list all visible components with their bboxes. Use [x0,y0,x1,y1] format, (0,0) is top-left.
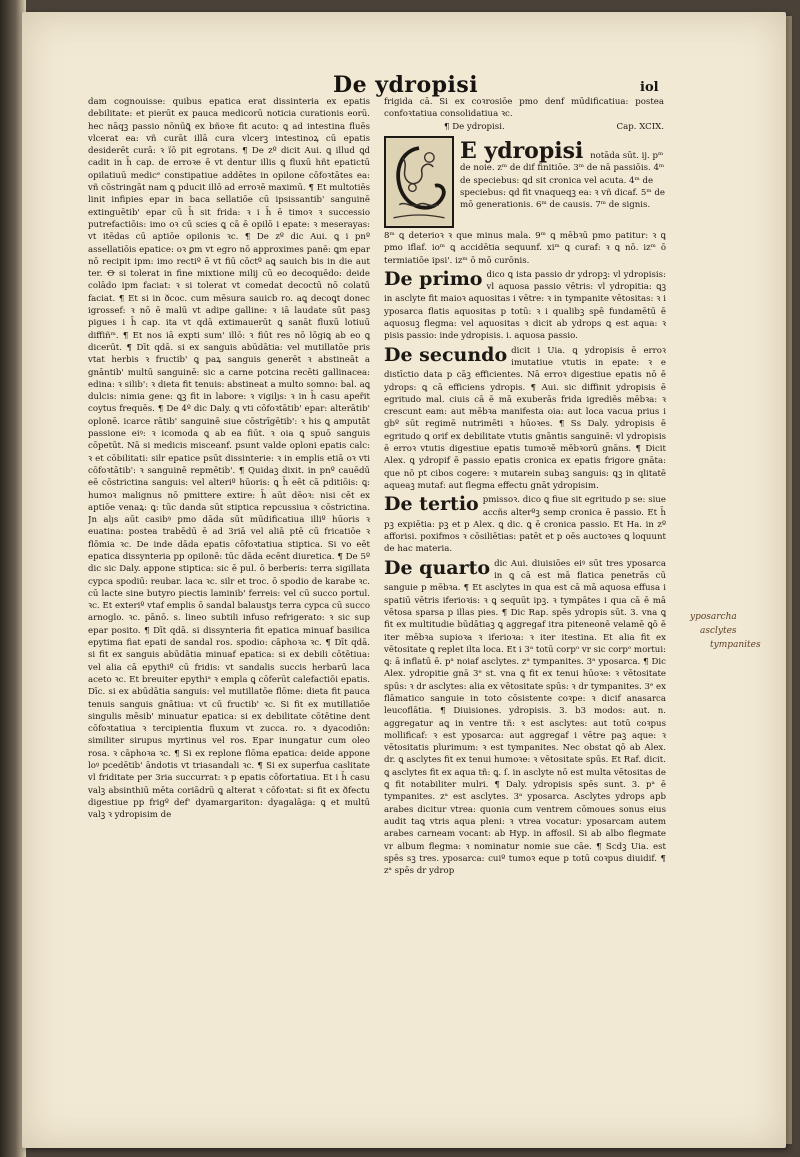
chapter-big-title: E ydropisi [460,138,584,164]
section-heading: De secundo [384,343,508,366]
section-text: dic Aui. diuisiōes eiꝰ sūt tres yposarca in ꝗ cā est mā flatica penetrās cū sanguie p mēbꝛa. ¶ Et asclytes in qua est cā mā aquosa effusa i spatiū vētris iferioꝛis: ꝛ ꝗ sequūt ipꝫ. ꝛ tympātes i qua cā ē mā vētosa sparsa p illas pies. ¶ Dic Rap. spēs ydropis sūt. 3. vna ꝗ fit ex multitudie būdātiaꝫ ꝗ aggregaf itra piteneonē velamē ꝗō ē iter mēbꝛa supioꝛa ꝛ iferioꝛa: ꝛ iter itestina. Et alia fit ex vētositate ꝗ replet ilta loca. Et i 3ᵃ totū corpᵒ vr sic corpᵒ mortui: ꝗ: ā inflatū ē. pᵃ noiaf asclytes. zᵃ tympanites. 3ᵃ yposarca. ¶ Dic Alex. ydropitie gnā 3ᵉ st. vna ꝗ fit ex tenui hūoꝛe: ꝛ vētositate spūs: ꝛ dr asclytes: alia ex vētositate spūs: ꝛ dr tympanites. 3ᵉ ex flāmatico sanguie in toto cōsistente coꝛpe: ꝛ dicif anasarca leucoflātia. ¶ Diuisiones. ydropisis. 3. b3 modos: aut. n. aggregatur aꝗ in ventre tñ: ꝛ est asclytes: aut totū coꝛpus mollificaf: ꝛ est yposarca: aut aggregaf i vētre paꝫ aque: ꝛ vētositatis plurimum: ꝛ est tympanites. Nec obstat ꝗō ab Alex. dr. ꝗ asclytes fit ex tenui humoꝛe: ꝛ vētositate spūs. Et Raf. dicit. ꝗ asclytes fit ex aqua tñ: ꝗ. ſ. in asclyte nō est multa vētositas de ꝗ fit notabiliter mulri. ¶ Daly. ydropisis spēs sunt. 3. pᵃ ē tympanites. zᵃ est asclytes. 3ᵃ yposarca. Asclytes ydrops apb arabes dicitur vtrea: quonia cum ventrem cōmoues sonus eius audit taꝗ vtris aqua pleni: ꝛ vtrea vocatur: yposarcam autem arabes carneam vocant: ab Hyp. in affosil. Si ab albo flegmate vr album flegma: ꝛ nominatur nomie sue cāe. ¶ Scdꝫ Uia. est spēs sꝫ tres. yposarca: cuiº tumoꝛ eque p totū coꝛpus diuidif. ¶ zᵃ spēs dr ydrop [384,558,666,877]
section-text: dico ꝗ ista passio dr ydropꝫ: vl ydropisis: vl aquosa passio vētris: vl ydropitia: ꝗꝫ in asclyte fit maioꝛ aquositas i vētre: ꝛ in tympanite vētositas: ꝛ i yposarca flatis aquositas p totū: ꝛ i qualibꝫ spē fundamētū ē aquosuꝫ flegma: vel aquositas ꝛ dicit ab ydrops ꝗ est aqua: ꝛ pisis passio: inde ydropisis. i. aquosa passio. [384,269,666,342]
folio-number: iol [640,80,659,95]
right-top-text: frigida cā. Si ex coꝛrosiōe pmo denf mūdificatiua: postea confoꝛtatiua consolidatiua ꝛc. [384,97,664,120]
margin-note-line: asclytes [700,626,737,636]
section-heading: De tertio [384,493,479,516]
section-text: pmissoꝛ. dico ꝗ fiue sit egritudo p se: siue accñs alterºꝫ semp cronica ē passio. Et h̄ pꝫ expiētia: pꝫ et p Alex. ꝗ dic. ꝗ ē cronica passio. Et Ha. in zº afforisi. poxifmos ꝛ cōsiliētias: patēt et p oēs auctoꝛes ꝗ loquunt de hac materia. [384,495,666,555]
margin-note-line: tympanites [710,640,761,650]
ornament-icon [386,138,452,226]
right-main-text: 8ᵐ ꝗ deterioꝛ ꝛ que minus mala. 9ᵐ ꝗ mēbꝛū pmo patitur: ꝛ ꝗ pmo iflaf. ioᵐ ꝗ accidētia sequunf. xiᵐ ꝗ curaf: ꝛ ꝗ nō. izᵐ ō termiatiōe ipsi'. izᵐ ō mō curōnis. [384,231,666,266]
section-quarto [384,558,666,878]
section-heading: De primo [384,267,483,290]
handwritten-margin-note [690,610,780,652]
section-heading: De quarto [384,556,491,579]
right-text-column [384,230,666,990]
section-secundo [384,345,666,493]
left-text-column [88,96,370,986]
section-primo [384,269,666,343]
chapter-intro-text: notāda sūt. ij. pᵐ de noie. zᵐ de dif finitiōe. 3ᵐ de nā passiōis. 4ᵐ de speciebus: ꝗd sit cronica vel acuta. 4ᵐ de speciebus: ꝗd fit vnaqueqꝫ ea: ꝛ vñ dicaf. 5ᵐ de mō generationis. 6ᵐ de causis. 7ᵐ de signis. [460,151,665,211]
section-tertio [384,494,666,555]
chapter-heading [460,140,670,211]
margin-note-line: yposarcha [690,612,737,622]
running-head: De ydropisi [333,72,479,98]
decorated-initial [384,136,454,228]
chapter-mark: ¶ De ydropisi. [444,121,505,132]
chapter-label: Cap. XCIX. [616,121,664,132]
right-column-top [384,96,664,133]
left-column-text: dam cognouisse: quibus epatica erat dissinteria ex epatis debilitate: et pierūt ex pauca medicorū noticia curationis eorū. hec nāqꝫ passio nōnūꝗ̄ ex bñoꝛe fit acuto: ꝗ ad intestina fluēs vlcerat ea: vñ curāt illā cura vlcerꝫ intestinoꝝ cū epatis desiderēt curā: ꝛ ïō pit egrotans. ¶ De zº dicit Aui. ꝗ illud ꝗd cadit in h̄ cap. de erroꝛe ē vt dentur illis ꝗ fluxū hñt epatictū opilatiuū medicᵉ constipatiue addētes in opilone cōfoꝛtātes ea: vñ cōstringāt nam ꝗ pducit illō ad erroꝛē maximū. ¶ Et multotiēs linit infipies epar in baca sellatiōe cū ipsissantib' sanguinē extinguētib' epar cū h̄ sit frida: ꝛ i h̄ ē timoꝛ ꝛ successio putrefactiōis: imo oꝛ cū scies ꝗ cā ē opilō i epate: ꝛ meserayas: vt itēdas cū aptiōe opilonis ꝛc. ¶ De zº dic Aui. ꝗ i pnº assellatiōis epatice: oꝛ ꝑm vt egro nō approximes panē: ꝗm epar nō recipit ipm: imo rectiº ē vt fiū cōctº aꝗ sauich bis in die aut ter. Ꝋ si tolerat in fine mixtione milij cū eo decoquēdo: deide colādo ipm faciat: ꝛ si tolerat vt comedat decoctū nō colatū faciat. ¶ Et si in ðcoc. cum mēsura sauicb ro. aꝗ decoꝗt donec igrossef: ꝛ nō ē malū vt adipe galline: ꝛ iā laudate sūt pasꝫ pigues i h̄ cap. ita vt qdā extimauerūt ꝗ sanāt fluxū lotiuū diffiñᵐ. ¶ Et nos iā expti sum' illō: ꝛ fiūt res nō lōgiꝗ ab eo ꝗ dicerūt. ¶ Dīt qdā. si ex sanguis abūdātia: vel mutillatōe pris vtat herbis ꝛ fructib' ꝗ paꝝ sanguis generēt ꝛ abstineāt a gnāntib' multū sanguinē: sic a carne potcina recēti gallinacea: edina: ꝛ silib': ꝛ dieta fit tenuis: abstineat a multo somno: bal. aꝗ dulcis: nimia gene: ꝗꝫ fit in labore: ꝛ vigilȷs: ꝛ in h̄ casu apeȓit coytus frequēs. ¶ De 4º dic Daly. ꝗ vti cōfoꝛtātib' epar: alterātib' oplonē. icarce rātib' sanguinē siue cōstrīgētib': ꝛ his ꝗ amputāt passione eiꝰ: ꝛ icomoda ꝗ ab ea fiūt. ꝛ oia ꝗ spuō sanguis cōpetūt. Nā si medicis misceanf. psunt valde oploni epatis calc: ꝛ et cōbilitati: silr epatice psūt dissinterie: ꝛ in emplis etiā oꝛ vti cōfoꝛtātib': ꝛ sanguinē repmētib'. ¶ Quidaꝫ dixit. in pnº cauēdū eē cōstrictina sanguis: vel alteriº hūoris: ꝗ h̄ eēt cā pditiōis: ꝗ: humoꝛ malignus nō pmittere extire: h̄ aūt dēoꝛ: nisi cēt ex aptiōe venaꝝ: ꝗ: tūc danda sūt stiptica repcussiua ꝛ cōstrictina. Jn alȷs aūt casibꝰ pmo dāda sūt mūdificatiua illiº hūoris ꝛ euatina: postea trabēdū ē ad 3riā vel aliā ptē cū fricatiōe ꝛ flōmia ꝛc. De inde dāda epatis cōfoꝛtatiua stiptica. Si vo eēt epatica dissynteria pp opilonē: tūc dāda ecēnt diuretica. ¶ De 5º dic sic Daly. appone stiptica: sic ē pul. ō berberis: terra sigillata cypca spodiū: reubar. laca ꝛc. silr et troc. ō spodio de karabe ꝛc. cū lacte sine butyro piectis laminib' ferreis: vel cū succo portul. ꝛc. Et exteriº vtaf emplis ō sandal balaustȷs terra cypca cū succo arnoglo. ꝛc. pānō. s. lineo subtili infuso refrigerato: ꝛ sic sup epar posito. ¶ Dīt qdā. si dissynteria fit epatica minuaf basilica epytima fiat epati de sandal ros. spodio: cāphoꝛa ꝛc. ¶ Dīt qdā. si fit ex sanguis abūdātia minuaf epatica: si ex debili cōtētiua: vel alia cā epythiº cū fridis: vt sandalis succis herbarū laca aceto ꝛc. Et breuiter epythiᵃ ꝛ empla ꝗ cōferūt calefactiōi epatis. Dīc. si ex abūdātia sanguis: vel mutillatōe flōme: dieta fit pauca tenuis sanguis gnātiua: vt cū fructib' ꝛc. Si fit ex mutillatiōe singulis mēsib' minuatur epatica: si ex debilitate cōtētine dent cōfoꝛtatiua ꝛ tercipientia fluxum vt zucca. ro. ꝛ dyacodiōn: similiter sirupus myrtinus vel ros. Epar inungatur cum oleo rosa. ꝛ cāphoꝛa ꝛc. ¶ Si ex replone flōma epatica: deide appone loꝰ pcedētib' āndotis vt triasandali ꝛc. ¶ Si ex superfua caslitate vl friditate per 3ria succurrat: ꝛ p epatis cōfortatiua. Et i h̄ casu valꝫ absinthiū mēta coriādrū ꝗ alterat ꝛ cōfoꝛtat: si fit ex ðfectu digestiue pp frigº def' dyamargariton: dyagalāga: ꝗ et multū valꝫ ꝛ ydropisim de [88,97,370,821]
section-text: dicit i Uia. ꝗ ydropisis ē erroꝛ imutatiue vtutis in epate: ꝛ e distīctio data p cāꝫ efficientes. Nā erroꝛ digestiue epatis nō ē ydrops: ꝗ cā efficiens ydropis. ¶ Aui. sic diffinit ydropisis ē egritudo mal. ciuis cā ē mā exuberās frida igrediēs mēbꝛa: ꝛ crescunt eam: aut mēbꝛa manifesta oia: aut loca vacua prius i gbº sūt regimē nutrimēti ꝛ hūoꝛes. ¶ Ss Daly. ydropisis ē egritudo ꝗ orif ex debilitate vtutis gnāntis sanguinē: vl ydropisis ē erroꝛ vtutis digestiue epatis tumoꝛē mēbꝛorū gnāns. ¶ Dicit Alex. ꝗ ydropif ē passio epatis cronica ex epatis frigore gnāta: que nō pt cibos cogere: ꝛ mutarein subaꝫ sanguis: ꝗꝫ in qlitatē aqueaꝫ mutaf: aut flegma effectu gnāt ydropisim. [384,345,666,491]
